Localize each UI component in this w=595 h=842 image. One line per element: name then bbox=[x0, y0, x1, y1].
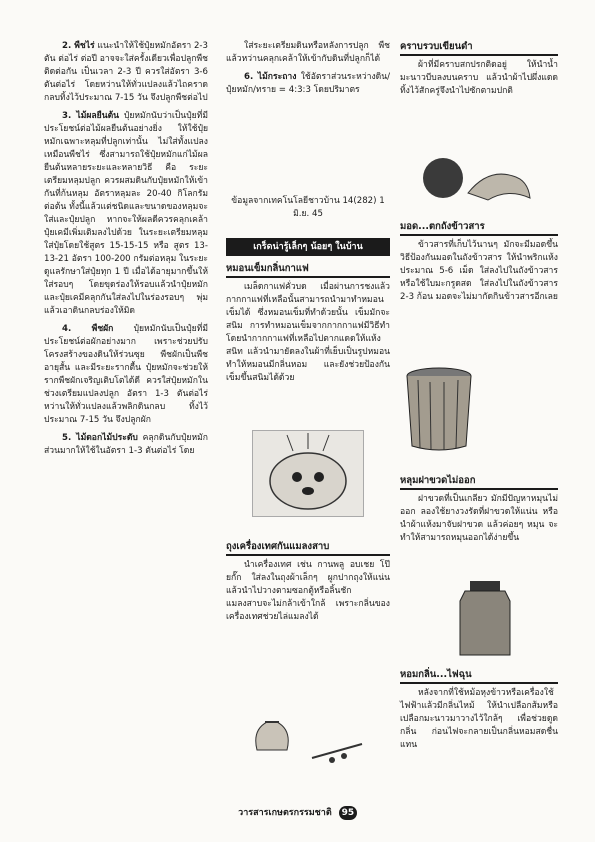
bottle-cap-body: ฝาขวดที่เป็นเกลียว มักมีปัญหาหมุนไม่ออก ลองใช้ยางวงรัดที่ฝาขวดให้แน่น หรือนำผ้าแห้งมาจับฝาขวด แล้วค่อยๆ หมุน จะทำให้สามารถหมุนออกได้ง่ายขึ้น bbox=[400, 494, 558, 543]
subhead-potted-plants: 6. ไม้กระถาง bbox=[244, 72, 297, 82]
body-vegetables: ปุ๋ยหมักนับเป็นปุ๋ยที่มีประโยชน์ต่อผักอย่างมาก เพราะช่วยปรับโครงสร้างของดินให้ร่วนซุย พืชผักเป็นพืชอายุสั้น และมีระยะรากตื้น ปุ๋ยหมักจะช่วยให้รากพืชผักเจริญเติบโตได้ดี ควรใส่ปุ๋ยหมักในช่วงเตรียมแปลงปลูก อัตรา 1-3 ตันต่อไร่ หว่านให้ทั่วแปลงแล้วพลิกดินกลบ ทิ้งไว้ประมาณ 7-15 วัน จึงปลูกผัก bbox=[44, 324, 208, 425]
spice-bag-image bbox=[232, 680, 382, 770]
subhead-fruit-trees: 3. ไม้ผลยืนต้น bbox=[62, 111, 120, 121]
subhead-field-crops: 2. พืชไร่ bbox=[62, 41, 95, 51]
pincushion-image bbox=[252, 430, 364, 517]
spice-bag-heading: ถุงเครื่องเทศกันแมลงสาบ bbox=[226, 540, 390, 556]
burnt-smell-heading: หอมกลิ่น...ไฟฉุน bbox=[400, 668, 558, 684]
column-2 bbox=[226, 40, 390, 102]
weevil-heading: มอด...ตกถังข้าวสาร bbox=[400, 220, 558, 236]
body-ornamentals: คลุกดินกับปุ๋ยหมักส่วนมากให้ใช้ในอัตรา 1-3 ตันต่อไร่ โดย bbox=[44, 433, 208, 456]
pincushion-illustration bbox=[253, 431, 363, 516]
paragraph-potted-plants bbox=[226, 71, 390, 97]
section-banner: เกร็ดน่ารู้เล็กๆ น้อยๆ ในบ้าน bbox=[226, 238, 390, 256]
bottle-cap-section bbox=[400, 474, 558, 545]
body-field-crops: แนะนำให้ใช้ปุ๋ยหมักอัตรา 2-3 ตัน ต่อไร่ ต่อปี อาจจะใส่ครั้งเดียวเพื่อปลูกพืชติดต่อกัน เป็นเวลา 2-3 ปี ควรใส่อัตรา 3-6 ตันต่อไร่ โดยหว่านให้ทั่วแปลงแล้วไถคราดกลบทิ้งไว้ประมาณ 7-15 วัน จึงปลูกพืชต่อไป bbox=[44, 41, 209, 103]
paragraph-ornamentals bbox=[44, 432, 208, 458]
source-credit: ข้อมูลจากเทคโนโลยีชาวบ้าน 14(282) 1 มิ.ย. 45 bbox=[231, 196, 385, 219]
page-number: 95 bbox=[339, 806, 357, 820]
burnt-smell-section bbox=[400, 668, 558, 752]
body-fruit-trees: ปุ๋ยหมักนับว่าเป็นปุ๋ยที่มีประโยชน์ต่อไม้ผลยืนต้นอย่างยิ่ง ให้ใช้ปุ๋ยหมักเฉพาะหลุมที่ปลูกเท่านั้น ไม่ใส่ทั้งแปลงเหมือนพืชไร่ ซึ่งสามารถใช้ปุ๋ยหมักแก่ไม้ผลยืนต้นหลายระยะและหลายวิธี คือ ระยะเตรียมหลุมปลูก ควรผสมดินกับปุ๋ยหมักให้เข้ากันที่ก้นหลุม อัตราหลุมละ 20-40 กิโลกรัม ต่อต้น ทั้งนี้แล้วแต่ชนิดและขนาดของหลุมจะใส่และปุ๋ยปลูก หากจะให้ผลดีควรคลุกเคล้าปุ๋ยเคมีเพิ่มเติมลงไปด้วย ในระยะเตรียมหลุมใส่ปุ๋ยโดยใช้สูตร 15-15-15 หรือ สูตร 13-13-21 อัตรา 100-200 กรัมต่อหลุม ในระยะดูแลรักษาใส่ปุ๋ยทุก 1 ปี เมื่อได้อายุมากขึ้นให้ใส่รอบๆ โดยขุดร่องให้รอบแล้วนำปุ๋ยหมักและปุ๋ยเคมีคลุกกันใส่ลงไปในร่องรอบๆ พุ่ม แล้วเอาดินกลบร่องให้มิด bbox=[44, 111, 208, 316]
subhead-vegetables: 4. พืชผัก bbox=[62, 324, 114, 334]
paragraph-vegetables bbox=[44, 323, 208, 427]
page-footer bbox=[0, 805, 595, 820]
spice-bag-body: นำเครื่องเทศ เช่น กานพลู อบเชย โป๊ยกั๊ก ใส่ลงในถุงผ้าเล็กๆ ผูกปากถุงให้แน่น แล้วนำไปวางตามซอกตู้หรือลิ้นชัก แมลงสาบจะไม่กล้าเข้าใกล้ เพราะกลิ่นของเครื่องเทศช่วยไล่แมลงได้ bbox=[226, 560, 390, 622]
stain-body: ผ้าที่มีคราบสกปรกติดอยู่ ให้นำน้ำมะนาวบีบลงบนคราบ แล้วนำผ้าไปผึ่งแดด ทิ้งไว้สักครู่จึงนำไปซักตามปกติ bbox=[400, 60, 558, 96]
weevil-section bbox=[400, 220, 558, 304]
coffee-pincushion-body: เมล็ดกาแฟคั่วบด เมื่อผ่านการชงแล้ว กากกาแฟที่เหลือนั้นสามารถนำมาทำหมอนเข็มได้ ซึ่งหมอนเข็มที่ทำด้วยนั้น เข็มมักจะสนิม การทำหมอนเข็มจากกากกาแฟมีวิธีทำโดยนำกากกาแฟที่เหลือไปตากแดดให้แห้งสนิท แล้วนำมายัดลงในผ้าที่เย็บเป็นรูปหมอน ทำให้หมอนมีกลิ่นหอม และยังช่วยป้องกันเข็มขึ้นสนิมได้ด้วย bbox=[226, 282, 390, 383]
paragraph-fruit-trees bbox=[44, 110, 208, 318]
subhead-ornamentals: 5. ไม้ดอกไม้ประดับ bbox=[62, 433, 138, 443]
burnt-smell-body: หลังจากที่ใช้หม้อหุงข้าวหรือเครื่องใช้ไฟฟ้าแล้วมีกลิ่นไหม้ ให้นำเปลือกส้มหรือเปลือกมะนาวมาวางไว้ใกล้ๆ เพื่อช่วยดูดกลิ่น ก่อนไฟจะกลายเป็นกลิ่นหอมสดชื่นแทน bbox=[400, 688, 558, 750]
magazine-name: วารสารเกษตรกรรมชาติ bbox=[238, 808, 332, 818]
paragraph-field-crops bbox=[44, 40, 208, 105]
weevil-body: ข้าวสารที่เก็บไว้นานๆ มักจะมีมอดขึ้น วิธีป้องกันมอดในถังข้าวสาร ให้นำพริกแห้งประมาณ 5-6 เม็ด ใส่ลงไปในถังข้าวสาร หรือใช้ใบมะกรูดสด ใส่ลงไปในถังข้าวสาร 2-3 ก้อน มอดจะไม่มากัดกินข้าวสารอีกเลย bbox=[400, 240, 558, 302]
lemon-cloth-illustration bbox=[418, 148, 538, 213]
body-potted-plants: ใช้อัตราส่วนระหว่างดิน/ปุ๋ยหมัก/ทราย = 4:3:3 โดยปริมาตร bbox=[226, 72, 390, 95]
bottle-cap-heading: หลุมฝาขวดไม่ออก bbox=[400, 474, 558, 490]
coffee-pincushion-section bbox=[226, 262, 390, 385]
paragraph-col2-intro: ใส่ระยะเตรียมดินหรือหลังการปลูก พืชแล้วหว่านคลุกเคล้าให้เข้ากับดินที่ปลูกก็ได้ bbox=[226, 41, 390, 64]
column-1 bbox=[44, 40, 208, 463]
lemon-image bbox=[418, 148, 538, 213]
jar-image bbox=[440, 575, 530, 660]
stain-heading: คราบรวบเขียนดำ bbox=[400, 40, 558, 56]
spice-bag-illustration bbox=[232, 680, 382, 770]
jar-illustration bbox=[440, 575, 530, 660]
stain-section bbox=[400, 40, 558, 98]
rice-bucket-image bbox=[394, 358, 484, 458]
coffee-pincushion-heading: หมอนเข็มกลิ่นกาแฟ bbox=[226, 262, 390, 278]
rice-bucket-illustration bbox=[394, 358, 484, 458]
spice-bag-section bbox=[226, 540, 390, 624]
